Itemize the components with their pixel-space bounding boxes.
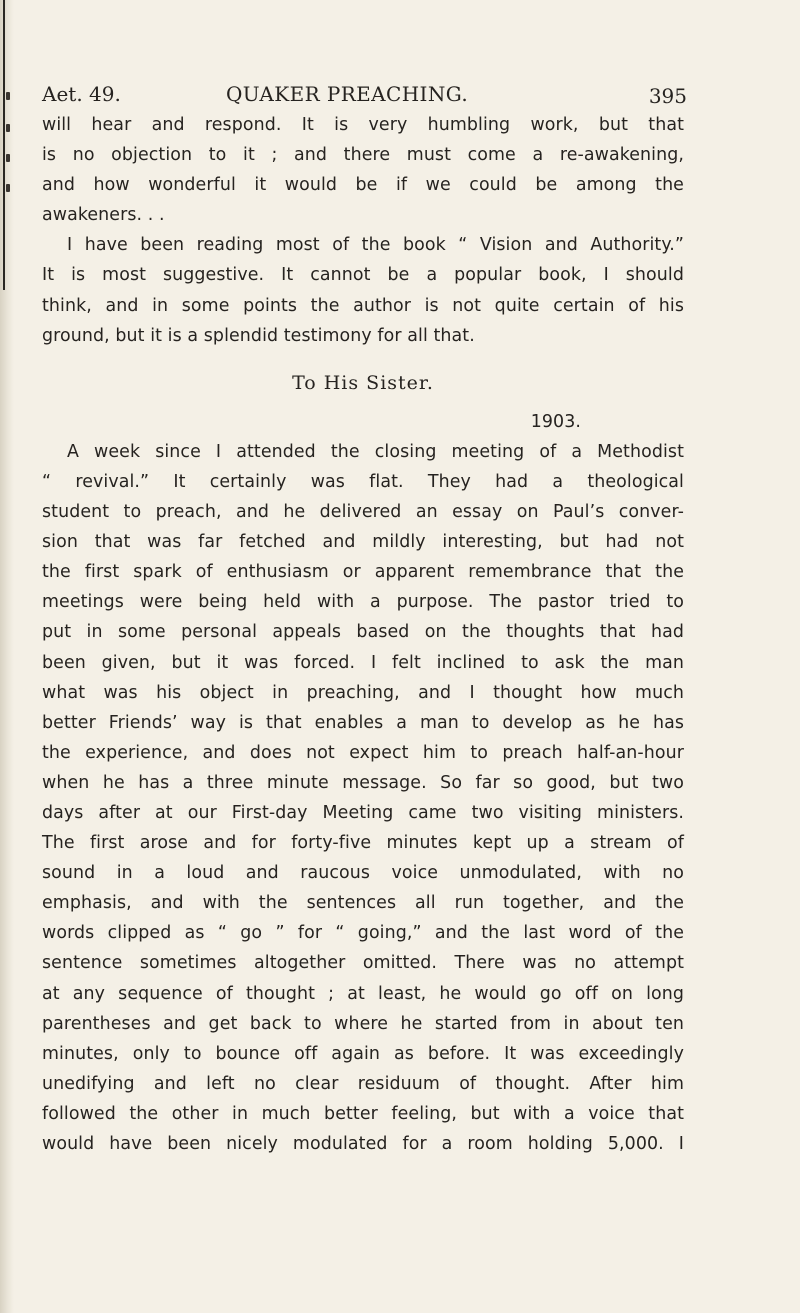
text-line: think, and in some points the author is not quite certain of his	[42, 295, 684, 316]
text-line: minutes, only to bounce off again as before. It was exceedingly	[42, 1043, 684, 1064]
text-line: the first spark of enthusiasm or apparent remembrance that the	[42, 562, 684, 583]
text-line: A week since I attended the closing meeting of a Methodist	[67, 441, 684, 462]
running-head-age: Aet. 49.	[42, 82, 121, 106]
letter-heading: To His Sister.	[292, 371, 434, 394]
binding-mark	[6, 154, 10, 162]
text-line: “ revival.” It certainly was flat. They had a theological	[42, 471, 684, 492]
text-line: awakeners. . .	[42, 205, 165, 226]
book-page	[42, 76, 687, 1159]
text-line: sound in a loud and raucous voice unmodulated, with no	[42, 863, 684, 884]
letter-paragraph	[42, 437, 684, 1159]
body-text	[42, 110, 684, 1159]
text-line: at any sequence of thought ; at least, he would go off on long	[42, 983, 684, 1004]
text-line: unedifying and left no clear residuum of thought. After him	[42, 1073, 684, 1094]
binding-mark	[6, 124, 10, 132]
text-line: ground, but it is a splendid testimony for all that.	[42, 325, 475, 346]
text-line: emphasis, and with the sentences all run together, and the	[42, 893, 684, 914]
text-line: and how wonderful it would be if we could be among the	[42, 175, 684, 196]
text-line: student to preach, and he delivered an essay on Paul’s conver-	[42, 502, 684, 523]
text-line: when he has a three minute message. So far so good, but two	[42, 772, 684, 793]
text-line: sion that was far fetched and mildly interesting, but had not	[42, 532, 684, 553]
binding-edge	[3, 0, 5, 290]
text-line: what was his object in preaching, and I thought how much	[42, 682, 684, 703]
running-head	[42, 76, 687, 110]
text-line: is no objection to it ; and there must come a re-awakening,	[42, 145, 684, 166]
text-line: It is most suggestive. It cannot be a popular book, I should	[42, 265, 684, 286]
text-line: days after at our First-day Meeting came two visiting ministers.	[42, 802, 684, 823]
book-paragraph	[42, 230, 684, 350]
text-line: would have been nicely modulated for a room holding 5,000. I	[42, 1134, 684, 1154]
binding-mark	[6, 184, 10, 192]
text-line: followed the other in much better feeling, but with a voice that	[42, 1103, 684, 1124]
text-line: parentheses and get back to where he started from in about ten	[42, 1013, 684, 1034]
text-line: The first arose and for forty-five minutes kept up a stream of	[42, 833, 684, 854]
text-line: will hear and respond. It is very humbling work, but that	[42, 115, 684, 135]
text-line: words clipped as “ go ” for “ going,” and the last word of the	[42, 923, 684, 944]
opening-paragraph	[42, 110, 684, 230]
text-line: meetings were being held with a purpose. The pastor tried to	[42, 592, 684, 613]
text-line: the experience, and does not expect him to preach half-an-hour	[42, 742, 684, 763]
binding-mark	[6, 92, 10, 100]
text-line: better Friends’ way is that enables a man to develop as he has	[42, 712, 684, 733]
page-number: 395	[648, 84, 687, 108]
text-line: been given, but it was forced. I felt inclined to ask the man	[42, 652, 684, 673]
page-gutter-shadow	[0, 0, 14, 1313]
text-line: put in some personal appeals based on the thoughts that had	[42, 622, 684, 643]
running-head-title: QUAKER PREACHING.	[226, 82, 469, 106]
letter-date: 1903.	[530, 411, 581, 432]
text-line: I have been reading most of the book “ Vision and Authority.”	[67, 235, 684, 256]
text-line: sentence sometimes altogether omitted. There was no attempt	[42, 953, 684, 974]
